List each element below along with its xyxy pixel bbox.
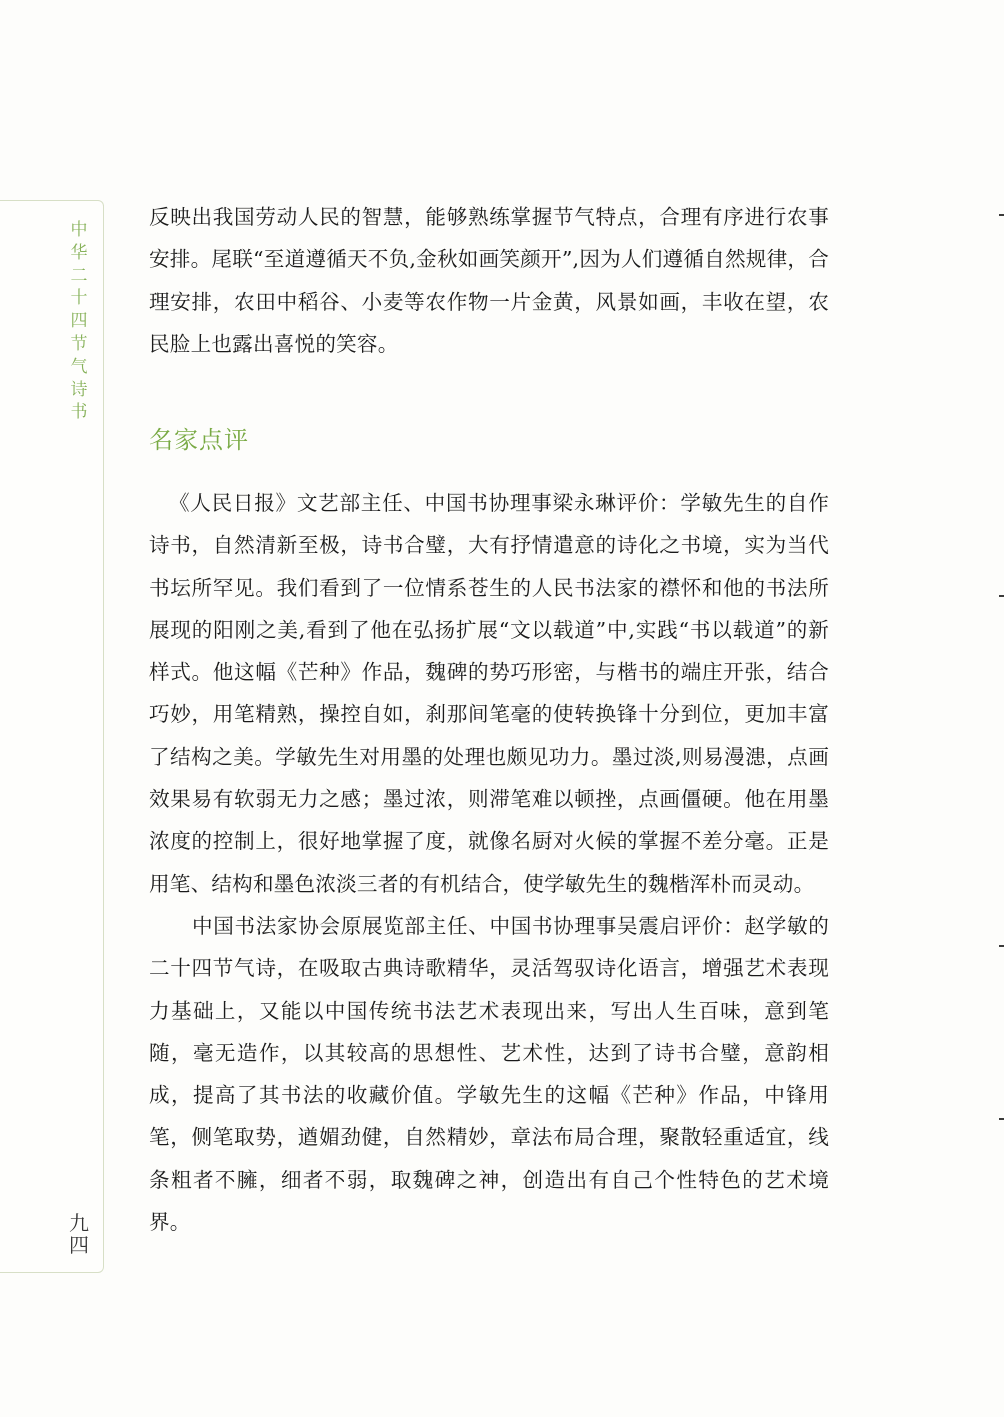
edge-mark <box>999 1118 1004 1120</box>
section-heading: 名家点评 <box>149 426 249 454</box>
opening-section <box>149 196 829 365</box>
edge-mark <box>999 595 1004 597</box>
review-paragraph-1: 《人民日报》文艺部主任、中国书协理事梁永琳评价：学敏先生的自作诗书，自然清新至极，诗书合璧，大有抒情遣意的诗化之书境，实为当代书坛所罕见。我们看到了一位情系苍生的人民书法家的襟怀和他的书法所展现的阳刚之美,看到了他在弘扬扩展“文以载道”中,实践“书以载道”的新样式。他这幅《芒种》作品，魏碑的势巧形密，与楷书的端庄开张，结合巧妙，用笔精熟，操控自如，刹那间笔毫的使转换锋十分到位，更加丰富了结构之美。学敏先生对用墨的处理也颇见功力。墨过淡,则易漫漶，点画效果易有软弱无力之感；墨过浓，则滞笔难以顿挫，点画僵硬。他在用墨浓度的控制上，很好地掌握了度，就像名厨对火候的掌握不差分毫。正是用笔、结构和墨色浓淡三者的有机结合，使学敏先生的魏楷浑朴而灵动。 <box>149 491 829 896</box>
review-paragraph-2: 中国书法家协会原展览部主任、中国书协理事吴震启评价：赵学敏的二十四节气诗，在吸取古典诗歌精华，灵活驾驭诗化语言，增强艺术表现力基础上，又能以中国传统书法艺术表现出来，写出人生百味，意到笔随，毫无造作，以其较高的思想性、艺术性，达到了诗书合璧，意韵相成，提高了其书法的收藏价值。学敏先生的这幅《芒种》作品，中锋用笔，侧笔取势，遒媚劲健，自然精妙，章法布局合理，聚散轻重适宜，线条粗者不臃，细者不弱，取魏碑之神，创造出有自己个性特色的艺术境界。 <box>149 913 829 1235</box>
edge-mark <box>999 945 1004 947</box>
opening-paragraph: 反映出我国劳动人民的智慧，能够熟练掌握节气特点，合理有序进行农事安排。尾联“至道遵循天不负,金秋如画笑颜开”,因为人们遵循自然规律，合理安排，农田中稻谷、小麦等农作物一片金黄，风景如画，丰收在望，农民脸上也露出喜悦的笑容。 <box>149 205 829 356</box>
book-title-vertical: 中华二十四节气诗书 <box>70 220 88 423</box>
edge-mark <box>999 214 1004 216</box>
page-number: 九四 <box>69 1211 89 1257</box>
reviews <box>149 482 829 1243</box>
